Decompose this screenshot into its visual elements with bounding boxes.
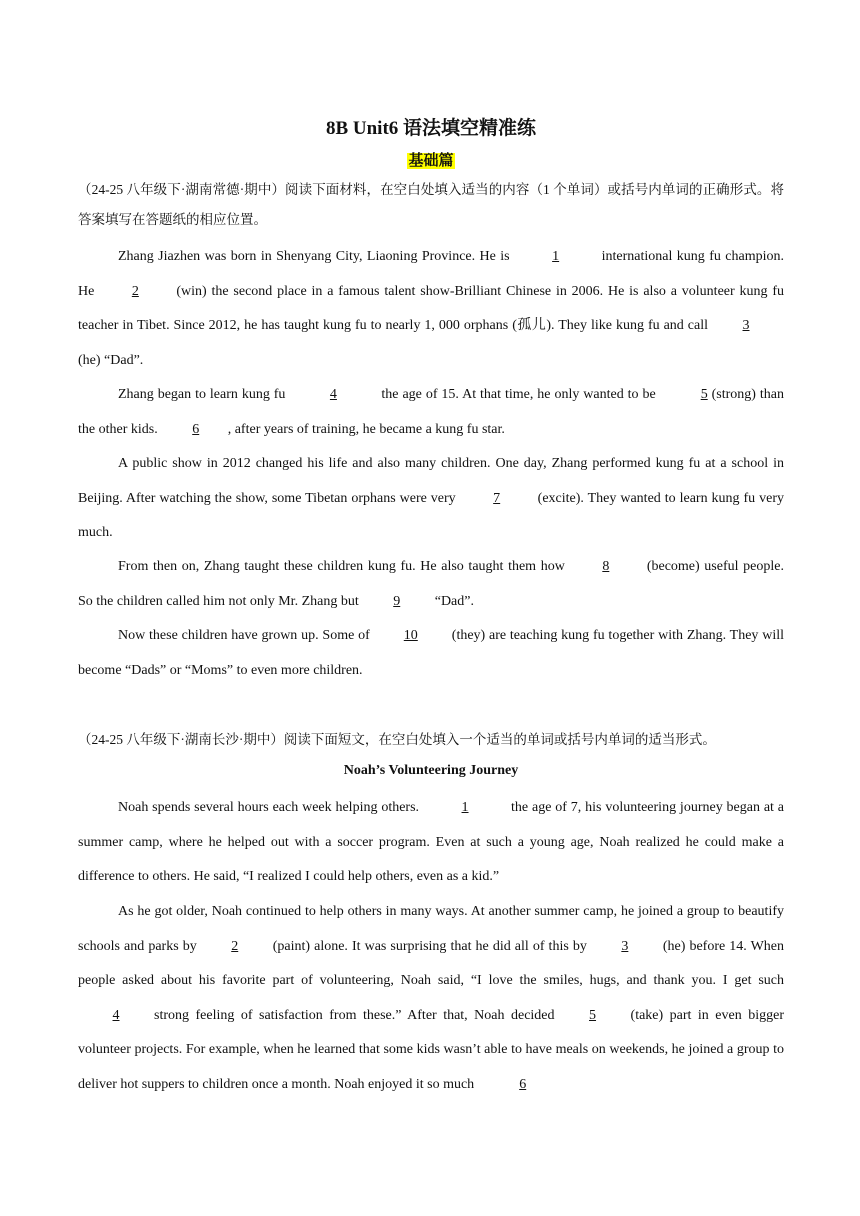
section1-instructions: （24-25 八年级下·湖南常德·期中）阅读下面材料，在空白处填入适当的内容（1 个单词）或括号内单词的正确形式。将答案填写在答题纸的相应位置。	[78, 182, 784, 227]
blank-3: 3	[621, 938, 629, 954]
section1-paragraph-1: Zhang Jiazhen was born in Shenyang City, Liaoning Province. He is 1 international kung fu champion. He 2 (win) the second place in a famous talent show-Brilliant Chinese in 2006. He is also a volunteer kung fu teacher in Tibet. Since 2012, he has taught kung fu to nearly 1, 000 orphans (孤儿). They like kung fu and call 3(he) “Dad”.	[78, 240, 784, 378]
blank-2: 2	[231, 938, 239, 954]
blank-6: 6	[519, 1076, 527, 1092]
section1-paragraph-4: From then on, Zhang taught these children kung fu. He also taught them how 8 (become) useful people. So the children called him not only Mr. Zhang but 9 “Dad”.	[78, 550, 784, 619]
section1-paragraph-2: Zhang began to learn kung fu 4 the age of 15. At that time, he only wanted to be 5 (strong) than the other kids. 6 , after years of training, he became a kung fu star.	[78, 378, 784, 447]
section1-paragraph-5: Now these children have grown up. Some of 10 (they) are teaching kung fu together with Zhang. They will become “Dads” or “Moms” to even more children.	[78, 619, 784, 688]
passage-title: Noah’s Volunteering Journey	[343, 763, 519, 778]
blank-4: 4	[329, 387, 337, 402]
blank-3: 3	[742, 318, 750, 333]
blank-5: 5	[700, 387, 708, 402]
section1-paragraph-3: A public show in 2012 changed his life and also many children. One day, Zhang performed kung fu at a school in Beijing. After watching the show, some Tibetan orphans were very 7 (excite). They wanted to learn kung fu very much.	[78, 456, 784, 540]
blank-1: 1	[461, 800, 469, 815]
blank-9: 9	[393, 593, 401, 609]
blank-2: 2	[131, 283, 139, 299]
blank-10: 10	[403, 628, 418, 643]
blank-6: 6	[192, 421, 200, 437]
page-title: 8B Unit6 语法填空精准练	[325, 118, 537, 139]
blank-5: 5	[589, 1007, 597, 1023]
section2-instructions: （24-25 八年级下·湖南长沙·期中）阅读下面短文，在空白处填入一个适当的单词或括号内单词的适当形式。	[78, 732, 716, 747]
section-subtitle: 基础篇	[408, 153, 454, 169]
blank-4: 4	[112, 1007, 120, 1023]
blank-8: 8	[602, 559, 610, 574]
blank-7: 7	[493, 490, 501, 506]
section2-paragraph-2: As he got older, Noah continued to help others in many ways. At another summer camp, he joined a group to beautify schools and parks by 2 (paint) alone. It was surprising that he did all of this by 3 (he) before 14. When people asked about his favorite part of volunteering, Noah said, “I love the smiles, hugs, and thank you. I get such4 strong feeling of satisfaction from these.” After that, Noah decided 5 (take) part in even bigger volunteer projects. For example, when he learned that some kids wasn’t able to have meals on weekends, he joined a group to deliver hot suppers to children once a month. Noah enjoyed it so much 6	[78, 895, 784, 1102]
section2-paragraph-1: Noah spends several hours each week helping others. 1 the age of 7, his volunteering journey began at a summer camp, where he helped out with a soccer program. Even at such a young age, Noah realized he could make a difference to others. He said, “I realized I could help others, even as a kid.”	[78, 791, 784, 895]
blank-1: 1	[552, 249, 560, 264]
